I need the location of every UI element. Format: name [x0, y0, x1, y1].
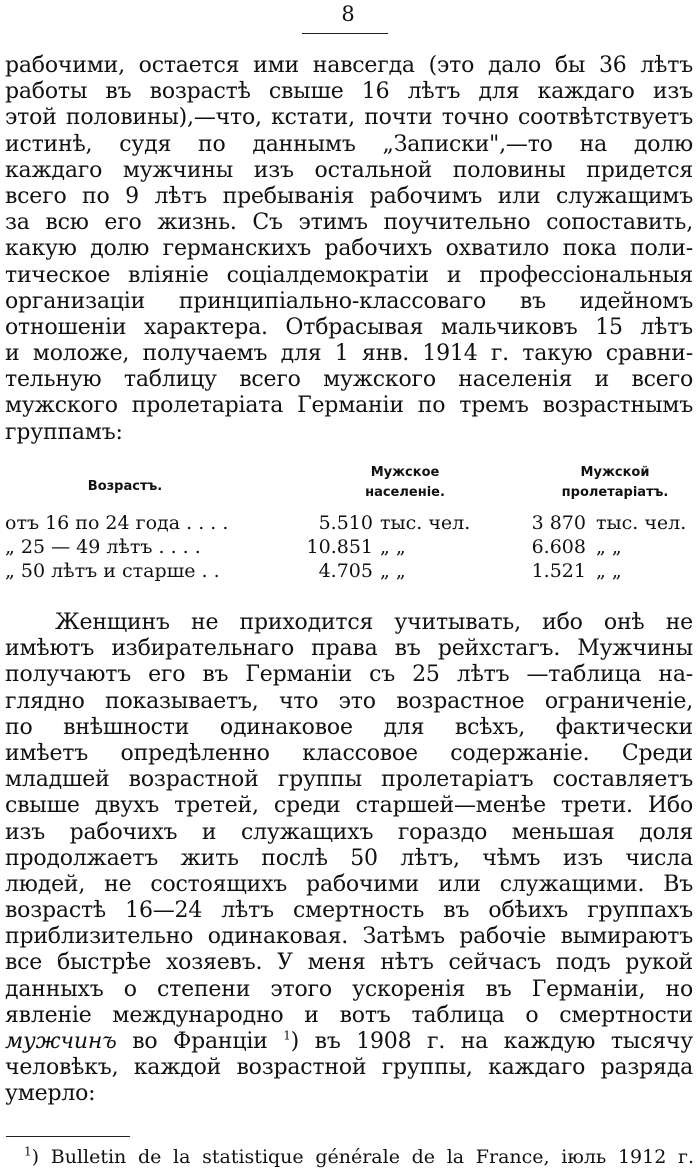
text-line: мужского пролетаріата Германіи по тремъ возрастнымъ [5, 393, 693, 419]
male-value: 4.705 [318, 560, 373, 582]
page-number-rule [302, 33, 388, 34]
table-row [0, 511, 696, 535]
text-line: имѣютъ избирательнаго права въ рейхстагъ. Мужчины [5, 636, 693, 662]
text-line: истинѣ, судя по даннымъ „Записки",—то на долю [5, 131, 693, 157]
text-line: работы въ возрастѣ свыше 16 лѣтъ для каждаго изъ [5, 79, 693, 105]
male-value: 10.851 [306, 536, 373, 558]
text-line: тическое вліяніе соціалдемократіи и профессіональныя [5, 262, 693, 288]
text-line: тельную таблицу всего мужского населенія и всего [5, 367, 693, 393]
footnote-rule [6, 1136, 130, 1137]
text-line: возрастѣ 16—24 лѣтъ смертность въ обѣихъ группахъ [5, 898, 693, 924]
text-line: всего по 9 лѣтъ пребыванія рабочимъ или служащимъ [5, 183, 693, 209]
row-label: „ 50 лѣтъ и старше . . [5, 560, 220, 582]
text-line: Женщинъ не приходится учитывать, ибо онѣ не [55, 610, 693, 635]
proletariat-unit: „ „ [596, 536, 622, 558]
proletariat-value: 3 870 [531, 512, 586, 534]
text-line: продолжаетъ жить послѣ 50 лѣтъ, чѣмъ изъ числа [5, 845, 693, 871]
footnote [24, 1145, 694, 1169]
text-line: все быстрѣе хозяевъ. У меня нѣтъ сейчасъ подъ рукой [5, 950, 693, 976]
text-line: по внѣшности одинаковое для всѣхъ, фактически [5, 714, 693, 740]
text-line: за всю его жизнь. Съ этимъ поучительно сопоставить, [5, 210, 693, 236]
footnote-number: 1 [24, 1144, 32, 1159]
proletariat-unit: тыс. чел. [596, 512, 687, 534]
footnote-text: ) Bulletin de la statistique générale de la France, іюль 1912 г. [31, 1146, 694, 1168]
text-line: отношеніи характера. Отбрасывая мальчиковъ 15 лѣтъ [5, 314, 693, 340]
male-unit: „ „ [380, 536, 406, 558]
male-unit: тыс. чел. [380, 512, 471, 534]
text-line: умерло: [5, 1081, 96, 1107]
text-line: организаціи принципіально-классоваго въ идейномъ [5, 288, 693, 314]
text-line: этой половины),—что, кстати, почти точно соотвѣтствуетъ [5, 105, 693, 131]
text-line: свыше двухъ третей, среди старшей—менѣе трети. Ибо [5, 793, 693, 819]
header-prol-line1: Мужской [580, 465, 650, 480]
text-line-footnote-ref [5, 1029, 693, 1055]
header-age: Возрастъ. [87, 479, 163, 494]
text-fragment: во Франціи [116, 1029, 284, 1054]
text-fragment: ) въ 1908 г. на каждую тысячу [290, 1029, 693, 1054]
text-line: приблизительно одинаковая. Затѣмъ рабочіе вымираютъ [5, 924, 693, 950]
text-line: рабочими, остается ими навсегда (это дало бы 36 лѣтъ [5, 53, 693, 78]
footnote-marker: 1 [283, 1029, 291, 1043]
text-line: получаютъ его въ Германіи съ 25 лѣтъ —таблица на- [5, 662, 693, 688]
text-line: явленіе международно и вотъ таблица о смертности [5, 1002, 693, 1028]
text-line: данныхъ о степени этого ускоренія въ Германіи, но [5, 976, 693, 1002]
header-male-population [340, 463, 470, 503]
text-line: и моложе, получаемъ для 1 янв. 1914 г. такую сравни- [5, 341, 693, 367]
page-number: 8 [341, 2, 355, 26]
proletariat-unit: „ „ [596, 560, 622, 582]
male-unit: „ „ [380, 560, 406, 582]
proletariat-value: 1.521 [531, 560, 586, 582]
table-row [0, 535, 696, 559]
proletariat-value: 6.608 [531, 536, 586, 558]
italic-word: мужчинъ [5, 1029, 117, 1054]
header-male-proletariat [535, 463, 695, 503]
text-line: глядно показываетъ, что это возрастное ограниченіе, [5, 688, 693, 714]
male-value: 5.510 [318, 512, 373, 534]
row-label: отъ 16 по 24 года . . . . [5, 512, 229, 534]
text-line: какую долю германскихъ рабочихъ охватило пока поли- [5, 236, 693, 262]
paragraph-2 [5, 610, 693, 1108]
text-line: имѣетъ опредѣленно классовое содержаніе. Среди [5, 740, 693, 766]
text-line: человѣкъ, каждой возрастной группы, каждаго разряда [5, 1055, 693, 1081]
header-male-line2: населеніе. [365, 485, 445, 500]
paragraph-1 [5, 53, 693, 446]
text-line: младшей возрастной группы пролетаріатъ составляетъ [5, 767, 693, 793]
text-line: группамъ: [5, 419, 123, 445]
row-label: „ 25 — 49 лѣтъ . . . . [5, 536, 201, 558]
text-line: изъ рабочихъ и служащихъ гораздо меньшая доля [5, 819, 693, 845]
text-line: каждаго мужчины изъ остальной половины придется [5, 157, 693, 183]
header-male-line1: Мужское [370, 465, 440, 480]
header-prol-line2: пролетаріатъ. [561, 485, 669, 500]
table-row [0, 559, 696, 583]
text-line: людей, не состоящихъ рабочими или служащими. Въ [5, 871, 693, 897]
